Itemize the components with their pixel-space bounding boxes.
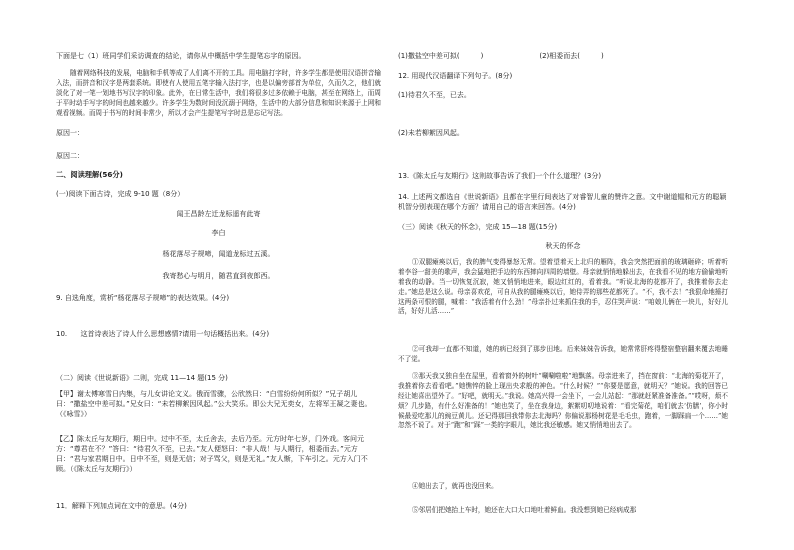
question-10-text: 这首诗表达了诗人什么思想感情?请用一句话概括出来。(4分) bbox=[80, 330, 270, 338]
reason-two-label: 原因二： bbox=[56, 152, 84, 160]
q8-passage: 随着网络科技的发展，电脑和手机等成了人们离不开的工具。用电脑打字时，许多学生都是使用汉语拼音输入法，而拼音和汉字是两套系统。即使有人使用五笔字输入法打字，也是以偏旁部首为单位，久而久之，他们就淡化了对一笔一划地书写汉字的印象。此外，在日常生活中，我们将很多过多依赖于电脑，甚至在网络上，而周于平时动手写字的时间也越来越少。许多学生为数时间没沉溺于网络，生活中的大部分信息和知识来源于上网和观看视频。而周于书写的时间非常少，所以才会产生提笔写字时总是忘记写法。 bbox=[56, 69, 381, 117]
passage-yi: 【乙】陈太丘与友期行，期日中。过中不至，太丘舍去，去后乃至。元方时年七岁，门外戏。客问元方：“尊君在不？”答曰：“待君久不至，已去。”友人便怒曰：“非人哉！与人期行，相委而去。”元方曰：“君与家君期日中。日中不至，则是无信；对子骂父，则是无礼。”友人惭，下车引之。元方入门不顾。（《陈太丘与友期行》） bbox=[56, 435, 368, 474]
section-two-heading: 二、阅读理解(56分) bbox=[56, 170, 123, 179]
passage-jia: 【甲】谢太傅寒雪日内集，与儿女讲论文义。俄而雪骤，公欣然曰：“白雪纷纷何所似？”兄子胡儿曰：“撒盐空中差可拟。”兄女曰：“未若柳絮因风起。”公大笑乐。即公大兄无奕女，左将军王凝之妻也。（《咏雪》） bbox=[56, 390, 372, 419]
poem-title: 闻王昌龄左迁龙标遥有此寄 bbox=[176, 210, 261, 218]
poem-author: 李白 bbox=[211, 229, 226, 237]
question-12-sentence-2: (2)未若柳絮因风起。 bbox=[398, 129, 464, 137]
reason-one-label: 原因一： bbox=[56, 129, 84, 137]
question-11: 11．解释下列加点词在文中的意思。(4分) bbox=[56, 502, 187, 510]
part-one-title: (一)阅读下面古诗，完成 9-10 题（8分） bbox=[56, 190, 185, 198]
poem-line-1: 杨花落尽子规啼，闻道龙标过五溪。 bbox=[162, 250, 275, 258]
story-paragraph-1: ①双腿瘫痪以后，我的脾气变得暴怒无常。望着望着天上北归的雁阵，我会突然把面前的玻璃砸碎；听着听着李谷一甜美的歌声，我会猛地把手边的东西摔向四周的墙壁。母亲就悄悄地躲出去，在我看不见的地方偷偷地听着我的动静。当一切恢复沉寂，她又悄悄地进来，眼边红红的，看着我。“听说北海的花都开了，我推着你去走走。”她总是这么说。母亲喜欢花，可自从我的腿瘫痪以后，她侍弄的那些花都死了。“不，我不去！”我狠命地捶打这两条可恨的腿，喊着：“我活着有什么劲！”母亲扑过来抓住我的手，忍住哭声说：“咱娘儿俩在一块儿，好好儿活，好好儿活……” bbox=[398, 258, 728, 316]
story-paragraph-2: ②可我却一直都不知道，她的病已经到了那步田地。后来妹妹告诉我，她常常肝疼得整宿整宿翻来覆去地睡不了觉。 bbox=[398, 345, 728, 363]
part-three-title: （三）阅读《秋天的怀念》，完成 15—18 题(15分) bbox=[398, 223, 558, 231]
question-10-number: 10. bbox=[56, 330, 68, 338]
story-title: 秋天的怀念 bbox=[545, 242, 581, 250]
question-12: 12. 用现代汉语翻译下列句子。(8分) bbox=[398, 72, 513, 80]
part-two-title: （二）阅读《世说新语》二则，完成 11—14 题(15 分) bbox=[56, 374, 228, 382]
poem-line-2: 我寄愁心与明月，随君直到夜郎西。 bbox=[162, 272, 275, 280]
right-column bbox=[398, 0, 728, 550]
left-column bbox=[56, 0, 381, 550]
question-13: 13.《陈太丘与友期行》这则故事告诉了我们一个什么道理？(3分) bbox=[398, 172, 602, 180]
story-paragraph-5: ⑤邻居们把她抬上车时，她还在大口大口地吐着鲜血。我没想到她已经病成那 bbox=[412, 506, 637, 514]
question-12-sentence-1: (1)待君久不至，已去。 bbox=[398, 91, 471, 99]
question-9: 9. 自选角度，赏析“杨花落尽子规啼”的表达效果。(4分) bbox=[56, 294, 230, 302]
question-11-items: (1)撒盐空中差可拟( ) (2)相委而去( ) bbox=[398, 52, 604, 60]
question-14: 14. 上述两文都选自《世说新语》且都在字里行间表达了对睿智儿童的赞许之意。文中谢道韫和元方的聪颖机智分别表现在哪个方面？请用自己的语言来回答。(4分) bbox=[398, 193, 727, 212]
story-paragraph-3: ③那天我又独自坐在屋里，看着窗外的树叶“唰唰啦啦”地飘落。母亲进来了，挡在窗前：“北海的菊花开了，我推着你去看看吧。”她憔悴的脸上现出央求般的神色。“什么时候？”“你要是愿意，就明天？”她说。我的回答已经让她喜出望外了。“好吧，就明天。”我说。她高兴得一会坐下，一会儿站起：“那就赶紧准备准备。”“哎呀，烦不烦？几步路，有什么好准备的！”她也笑了，坐在我身边，絮絮叨叨地说着：“看完菊花，咱们就去‘仿膳’，你小时候最爱吃那儿的豌豆黄儿。还记得那回我带你去北海吗？你偏说那杨树花是毛毛虫，跑着，一脚踩扁一个……”她忽然不说了。对于“跑”和“踩”一类的字眼儿，她比我还敏感。她又悄悄地出去了。 bbox=[398, 372, 728, 430]
question-10 bbox=[56, 329, 381, 339]
story-paragraph-4: ④她出去了，就再也没回来。 bbox=[412, 482, 498, 490]
q8-prompt: 下面是七（1）班同学们采访调查的结论，请你从中概括中学生提笔忘字的原因。 bbox=[56, 52, 306, 60]
